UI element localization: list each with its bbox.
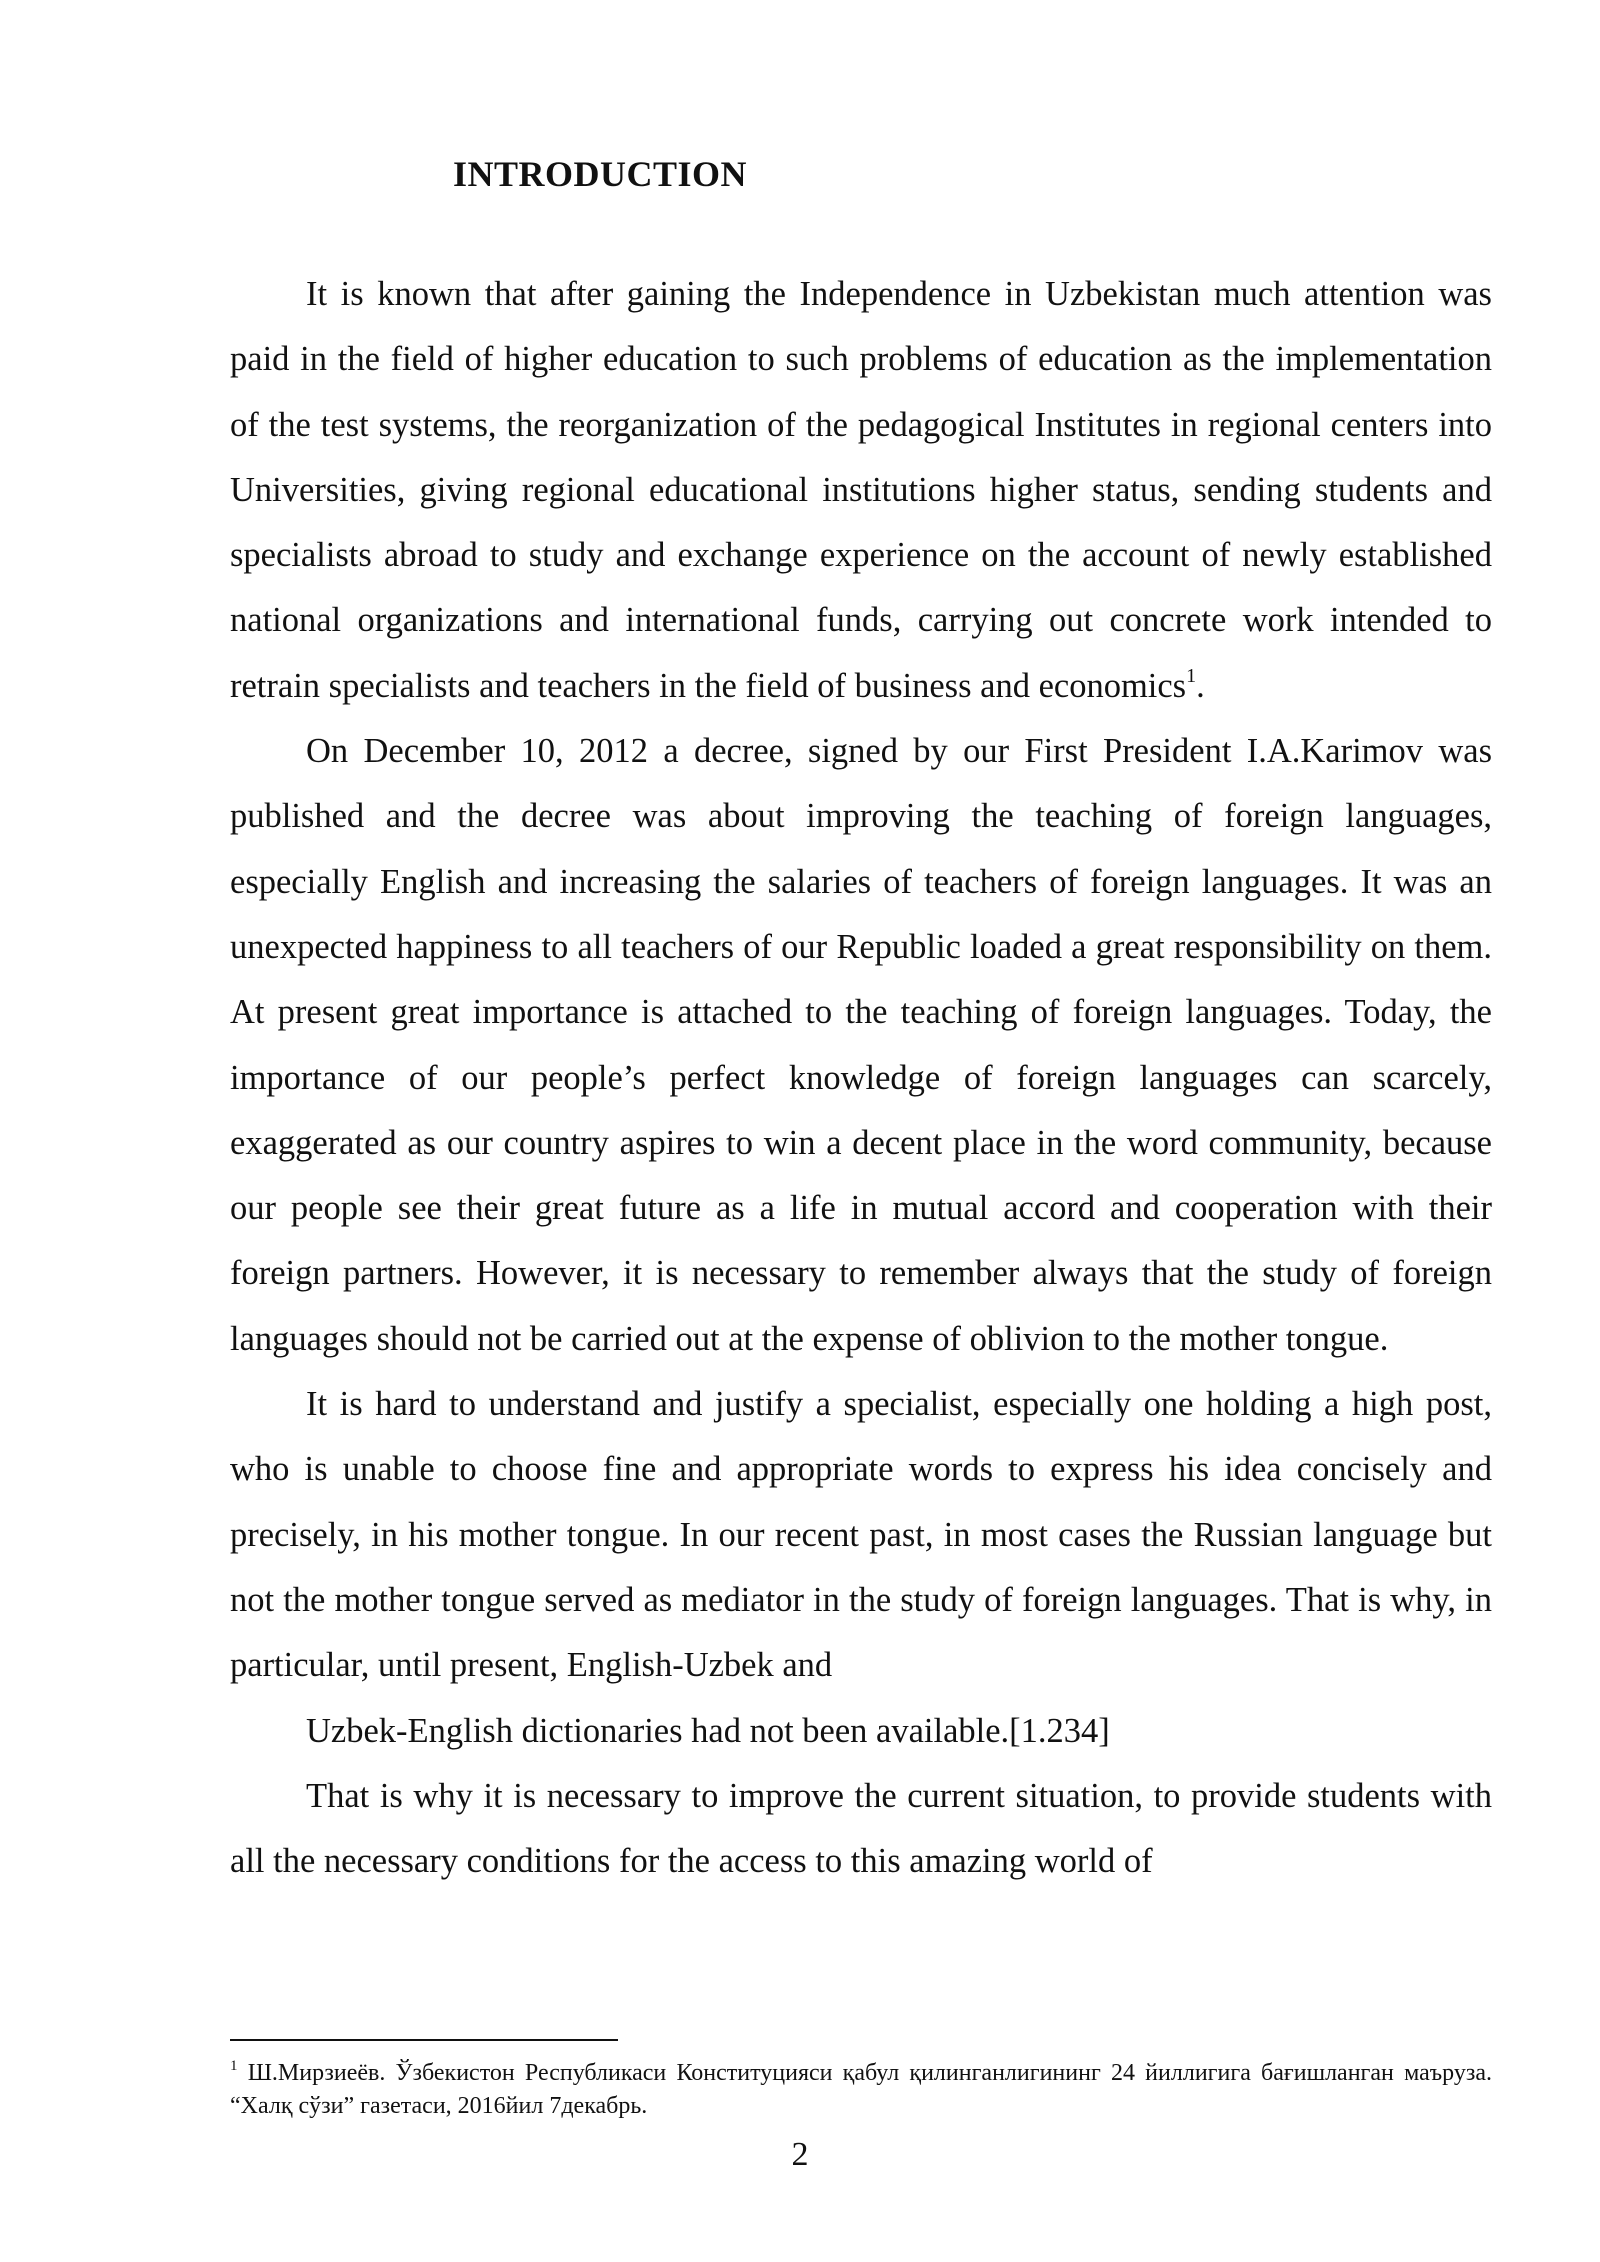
- page-number: 2: [791, 2136, 809, 2173]
- footnote-marker: 1: [230, 2058, 238, 2074]
- paragraph-2: On December 10, 2012 a decree, signed by our First President I.A.Karimov was published and the decree was about improving the teaching of foreign languages, especially English and increasing the salaries of teachers of foreign languages. It was an unexpected happiness to all teachers of our Republic loaded a great responsibility on them. At present great importance is attached to the teaching of foreign languages. Today, the importance of our people’s perfect knowledge of foreign languages can scarcely, exaggerated as our country aspires to win a decent place in the word community, because our people see their great future as a life in mutual accord and cooperation with their foreign partners. However, it is necessary to remember always that the study of foreign languages should not be carried out at the expense of oblivion to the mother tongue.: [230, 732, 1492, 1358]
- paragraph-4: Uzbek-English dictionaries had not been available.[1.234]: [306, 1711, 1110, 1750]
- page-title: INTRODUCTION: [452, 154, 748, 194]
- body-text: [230, 262, 1492, 1894]
- footnote-text: Ш.Мирзиеёв. Ўзбекистон Республикаси Конституцияси қабул қилинганлигининг 24 йиллигига бағишланган маъруза. “Халқ сўзи” газетаси, 2016йил 7декабрь.: [230, 2060, 1492, 2119]
- footnote-reference: 1: [1186, 665, 1197, 688]
- footnote: [230, 2057, 1492, 2123]
- footnote-separator: [230, 2039, 618, 2041]
- paragraph-1-text: It is known that after gaining the Independence in Uzbekistan much attention was paid in the field of higher education to such problems of education as the implementation of the test systems, the reorganization of the pedagogical Institutes in regional centers into Universities, giving regional educational institutions higher status, sending students and specialists abroad to study and exchange experience on the account of newly established national organizations and international funds, carrying out concrete work intended to retrain specialists and teachers in the field of business and economics: [230, 275, 1492, 705]
- paragraph-3: It is hard to understand and justify a specialist, especially one holding a high post, who is unable to choose fine and appropriate words to express his idea concisely and precisely, in his mother tongue. In our recent past, in most cases the Russian language but not the mother tongue served as mediator in the study of foreign languages. That is why, in particular, until present, English-Uzbek and: [230, 1385, 1492, 1685]
- paragraph-5: That is why it is necessary to improve the current situation, to provide students with all the necessary conditions for the access to this amazing world of: [230, 1776, 1492, 1881]
- paragraph-1: [230, 262, 1492, 719]
- paragraph-1-tail: .: [1196, 666, 1205, 705]
